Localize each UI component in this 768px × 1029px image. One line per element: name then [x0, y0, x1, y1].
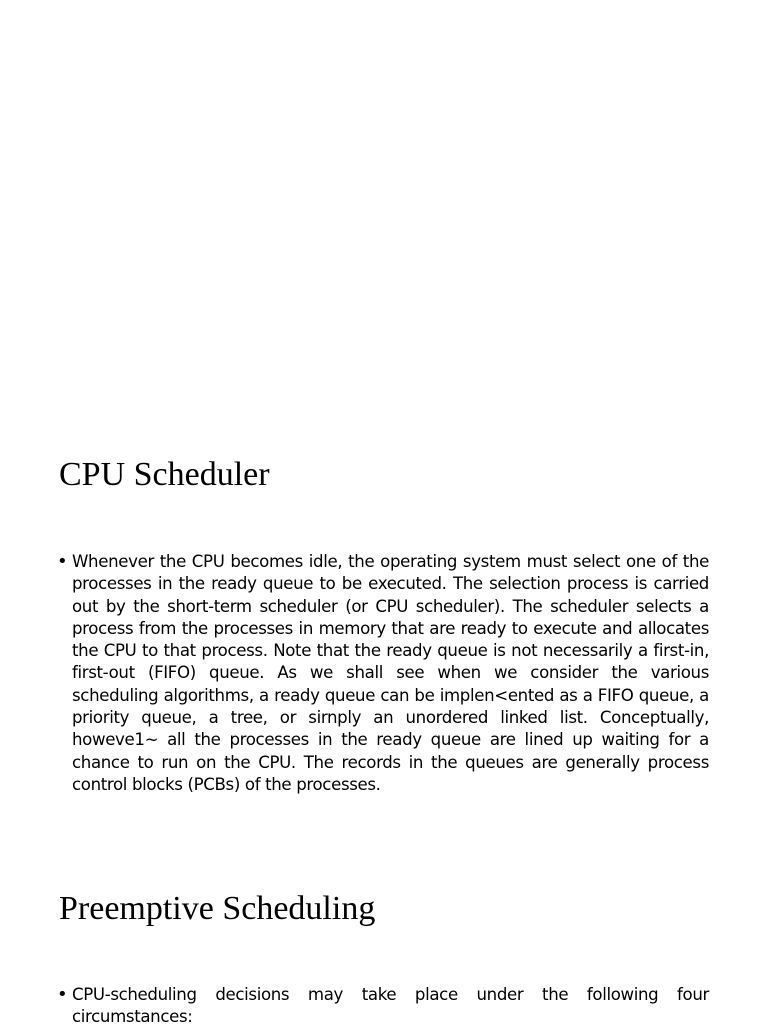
preemptive-scheduling-paragraph: CPU-scheduling decisions may take place under the following four circumstances: [72, 985, 709, 1027]
preemptive-scheduling-bullet [57, 984, 709, 1029]
bullet-dot-icon: • [57, 984, 68, 1005]
bullet-dot-icon: • [57, 551, 68, 572]
cpu-scheduler-title: CPU Scheduler [59, 456, 270, 493]
preemptive-scheduling-title: Preemptive Scheduling [59, 890, 376, 927]
cpu-scheduler-paragraph: Whenever the CPU becomes idle, the operating system must select one of the processes in the ready queue to be executed. The selection process is carried out by the short-term scheduler (or CPU scheduler). The scheduler selects a process from the processes in memory that are ready to execute and allocates the CPU to that process. Note that the ready queue is not necessarily a first-in, first-out (FIFO) queue. As we shall see when we consider the various scheduling algorithms, a ready queue can be implen<ented as a FIFO queue, a priority queue, a tree, or sirnply an unordered linked list. Conceptually, howeve1~ all the processes in the ready queue are lined up waiting for a chance to run on the CPU. The records in the queues are generally process control blocks (PCBs) of the processes. [72, 552, 709, 794]
cpu-scheduler-bullet [57, 551, 709, 796]
